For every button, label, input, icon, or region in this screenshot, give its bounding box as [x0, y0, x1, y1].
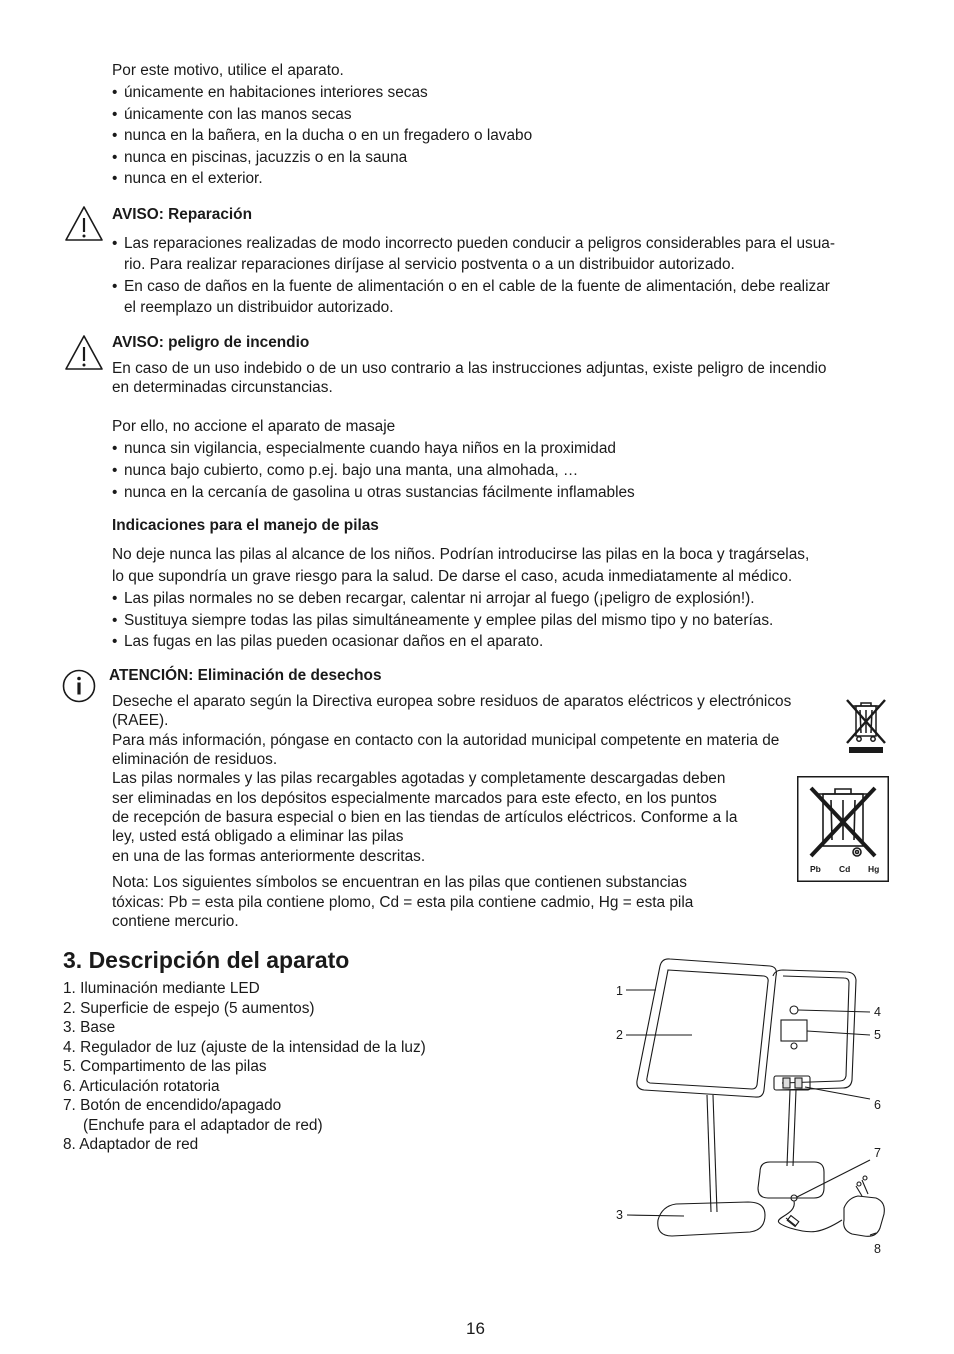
list-item-continuation: (Enchufe para el adaptador de red): [83, 1116, 323, 1134]
device-illustration: [600, 950, 900, 1260]
batteries-heading: Indicaciones para el manejo de pilas: [112, 517, 379, 534]
warning-fire-text: En caso de un uso indebido o de un uso contrario a las instrucciones adjuntas, existe peligro de incendio: [112, 360, 827, 377]
parts-list: [63, 979, 583, 1159]
list-item-continuation: el reemplazo un distribuidor autorizado.: [124, 299, 394, 316]
list-item-continuation: rio. Para realizar reparaciones diríjase al servicio postventa o a un distribuidor autorizado.: [124, 256, 735, 273]
intro-lead: Por este motivo, utilice el aparato.: [112, 62, 344, 79]
page-number: 16: [466, 1319, 485, 1338]
crossed-bin-battery-icon: [797, 776, 889, 882]
disposal-text: ley, usted está obligado a eliminar las pilas: [112, 828, 404, 845]
warning-triangle-icon: [64, 334, 104, 372]
warning-triangle-icon: [64, 205, 104, 243]
callout-1: 1: [616, 984, 623, 998]
callout-4: 4: [874, 1005, 881, 1019]
batteries-list: • Las pilas normales no se deben recargar, calentar ni arrojar al fuego (¡peligro de explosión!). • Sustituya siempre todas las pilas simultáneamente y emplee pilas del mismo tipo y no baterías. • Las fugas en las pilas pueden ocasionar daños en el aparato.: [112, 590, 774, 650]
section-heading: 3. Descripción del aparato: [63, 947, 350, 973]
warning-fire-heading: AVISO: peligro de incendio: [112, 334, 310, 351]
disposal-text: Las pilas normales y las pilas recargables agotadas y completamente descargadas deben: [112, 770, 726, 787]
warning-fire-text: en determinadas circunstancias.: [112, 379, 333, 396]
disposal-note: contiene mercurio.: [112, 913, 239, 930]
list-item: 1. Iluminación mediante LED: [63, 980, 260, 997]
disposal-text: eliminación de residuos.: [112, 751, 278, 768]
list-item: 7. Botón de encendido/apagado: [63, 1097, 282, 1114]
crossed-bin-icon: [843, 697, 889, 755]
list-item: 4. Regulador de luz (ajuste de la intensidad de la luz): [63, 1038, 426, 1056]
list-item: 6. Articulación rotatoria: [63, 1077, 220, 1095]
callout-8: 8: [874, 1242, 881, 1256]
disposal-text: de recepción de basura especial o bien en las tiendas de artículos eléctricos. Conforme a la: [112, 809, 738, 826]
list-item: 3. Base: [63, 1019, 116, 1036]
warning-fire-list: • nunca sin vigilancia, especialmente cuando haya niños en la proximidad • nunca bajo cubierto, como p.ej. bajo una manta, una almohada, … • nunca en la cercanía de gasolina u otras sustancias fácilmente inflamables: [112, 440, 635, 501]
disposal-text: en una de las formas anteriormente descritas.: [112, 848, 426, 865]
callout-6: 6: [874, 1098, 881, 1112]
battery-label-hg: Hg: [868, 864, 880, 874]
disposal-heading: ATENCIÓN: Eliminación de desechos: [109, 667, 382, 684]
warning-repair-list: • Las reparaciones realizadas de modo incorrecto pueden conducir a peligros considerables para el usua- rio. Para realizar reparaciones diríjase al servicio postventa o a un distribuidor autorizado. • En caso de daños en la fuente de alimentación o en el cable de la fuente de alimentación, debe realizar el reemplazo un distribuidor autorizado.: [112, 233, 892, 321]
callout-2: 2: [616, 1028, 623, 1042]
callout-7: 7: [874, 1146, 881, 1160]
batteries-text: No deje nunca las pilas al alcance de los niños. Podrían introducirse las pilas en la boca y tragárselas,: [112, 546, 810, 563]
list-item: 5. Compartimento de las pilas: [63, 1058, 267, 1075]
battery-label-cd: Cd: [839, 864, 851, 874]
list-item: 2. Superficie de espejo (5 aumentos): [63, 999, 315, 1017]
info-icon: [61, 668, 97, 704]
disposal-text: Para más información, póngase en contacto con la autoridad municipal competente en materia de: [112, 732, 780, 749]
callout-5: 5: [874, 1028, 881, 1042]
disposal-text: ser eliminadas en los depósitos especialmente marcados para este efecto, en los puntos: [112, 790, 717, 807]
callout-3: 3: [616, 1208, 623, 1222]
warning-fire-lead: Por ello, no accione el aparato de masaje: [112, 418, 396, 435]
intro-bullet-list: • únicamente en habitaciones interiores secas • únicamente con las manos secas • nunca en la bañera, en la ducha o en un fregadero o lavabo • nunca en piscinas, jacuzzis o en la sauna • nunca en el exterior.: [112, 84, 533, 187]
warning-repair-heading: AVISO: Reparación: [112, 206, 252, 223]
disposal-text: (RAEE).: [112, 712, 169, 729]
disposal-note: Nota: Los siguientes símbolos se encuentran en las pilas que contienen substancias: [112, 874, 687, 891]
list-item: 8. Adaptador de red: [63, 1136, 199, 1153]
disposal-text: Deseche el aparato según la Directiva europea sobre residuos de aparatos eléctricos y electrónicos: [112, 693, 792, 710]
disposal-note: tóxicas: Pb = esta pila contiene plomo, Cd = esta pila contiene cadmio, Hg = esta pila: [112, 894, 694, 911]
batteries-text: lo que supondría un grave riesgo para la salud. De darse el caso, acuda inmediatamente al médico.: [112, 568, 793, 585]
battery-label-pb: Pb: [810, 864, 821, 874]
